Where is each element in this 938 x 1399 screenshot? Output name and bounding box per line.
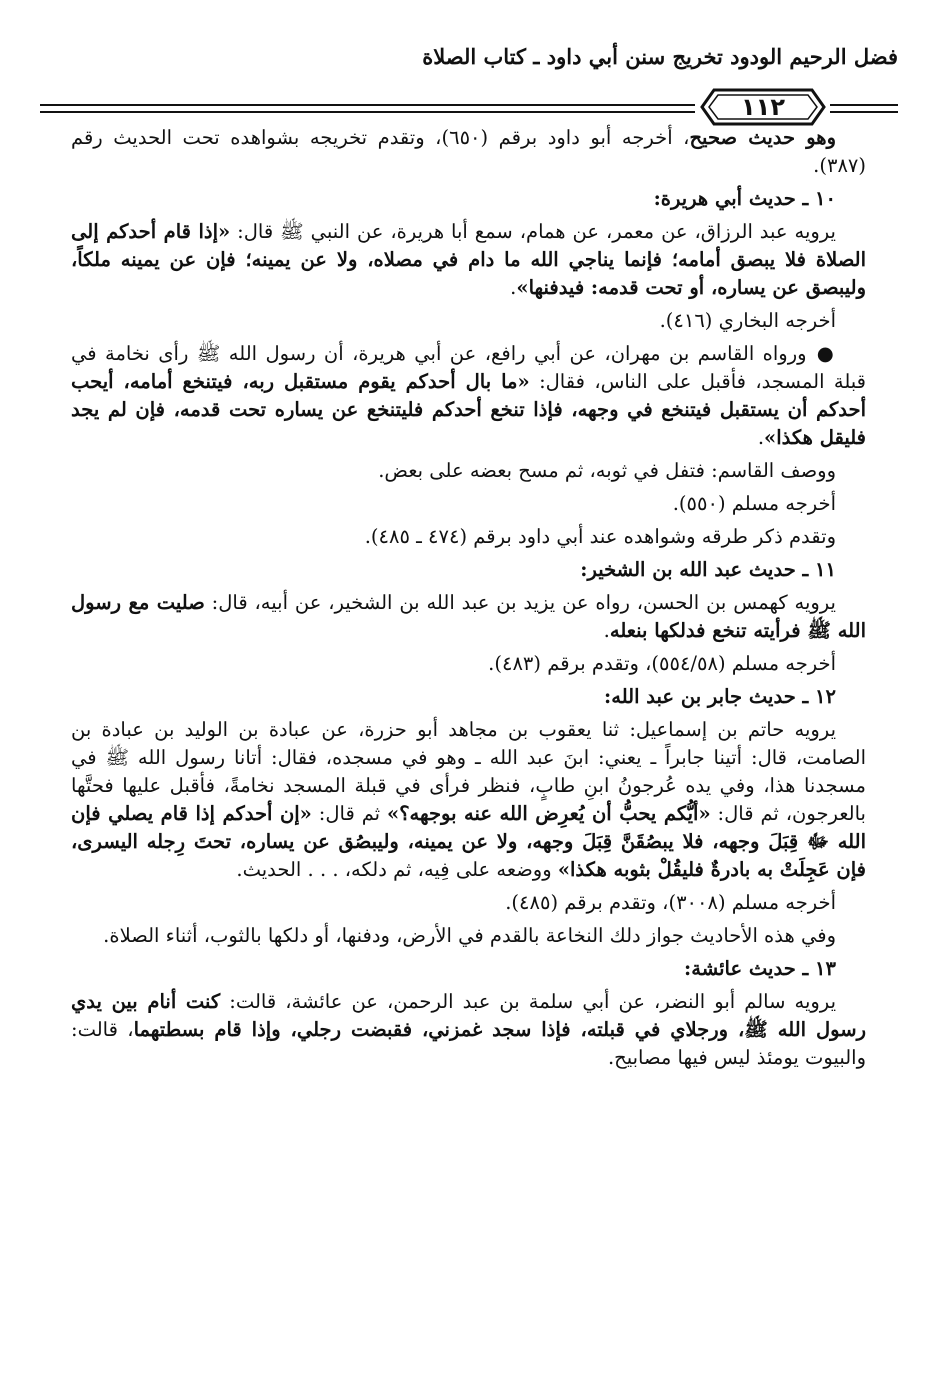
paragraph: أخرجه البخاري (٤١٦).: [659, 309, 836, 332]
paragraph: [71, 218, 866, 302]
section-heading: ١٢ ـ حديث جابر بن عبد الله:: [604, 685, 836, 708]
hadith-text: «أيُّكم يحبُّ أن يُعرِض الله عنه بوجهه؟»: [387, 802, 711, 825]
hadith-text: «إن أحدكم إذا قام يصلي فإن الله ﷻ قِبَلَ وجهه، فلا يبصُقَنَّ قِبَلَ وجهه، ولا عن يمينه، وليبصُق عن يساره، تحتَ رِجله اليسرى، فإن عَجِلَتْ به بادرةٌ فليقُلْ بثوبه هكذا»: [71, 802, 866, 881]
paragraph: [71, 589, 866, 645]
text: .: [757, 426, 765, 449]
bold-text: وهو حديث صحيح: [689, 126, 836, 149]
paragraph: أخرجه مسلم (٥٥٠).: [672, 492, 836, 515]
page-header: [40, 36, 898, 122]
paragraph: [71, 716, 866, 884]
section-heading: ١٣ ـ حديث عائشة:: [684, 957, 836, 980]
hadith-text: صليت مع رسول الله ﷺ فرأيته تنخع فدلكها بنعله: [71, 591, 866, 642]
paragraph: [71, 988, 866, 1072]
section-heading: ١٠ ـ حديث أبي هريرة:: [653, 187, 836, 210]
hadith-text: «إذا قام أحدكم إلى الصلاة فلا يبصق أمامه؛ فإنما يناجي الله ما دام في مصلاه، ولا عن يمينه؛ فإن عن يمينه ملكاً، وليبصق عن يساره، أو تحت قدمه: فيدفنها»: [71, 220, 866, 299]
paragraph: [71, 340, 866, 452]
running-title: فضل الرحيم الودود تخريج سنن أبي داود ـ كتاب الصلاة: [422, 44, 898, 69]
page-body: [71, 124, 866, 1077]
paragraph: وفي هذه الأحاديث جواز دلك النخاعة بالقدم في الأرض، ودفنها، أو دلكها بالثوب، أثناء الصلاة.: [103, 924, 836, 947]
text: ، قالت: والبيوت يومئذ ليس فيها مصابيح.: [71, 1018, 866, 1069]
paragraph: [71, 124, 866, 180]
text: ، أخرجه أبو داود برقم (٦٥٠)، وتقدم تخريجه بشواهده تحت الحديث رقم (٣٨٧).: [71, 126, 866, 177]
header-rule: [40, 104, 695, 106]
text: ثم قال:: [311, 802, 388, 825]
paragraph: وتقدم ذكر طرقه وشواهده عند أبي داود برقم (٤٧٤ ـ ٤٨٥).: [364, 525, 836, 548]
hadith-text: «ما بال أحدكم يقوم مستقبل ربه، فيتنخع أمامه، أيحب أحدكم أن يستقبل فيتنخع في وجهه، فإذا تنخع أحدكم فليتنخع عن يساره تحت قدمه، فإن لم يجد فليقل هكذا»: [71, 370, 866, 449]
text: يرويه سالم أبو النضر، عن أبي سلمة بن عبد الرحمن، عن عائشة، قالت:: [220, 990, 836, 1013]
header-rule: [830, 111, 898, 113]
bullet-icon: ●: [816, 342, 837, 365]
text: يرويه عبد الرزاق، عن معمر، عن همام، سمع أبا هريرة، عن النبي ﷺ قال:: [230, 220, 836, 243]
page-number-badge: [700, 86, 826, 128]
text: يرويه حاتم بن إسماعيل: ثنا يعقوب بن مجاهد أبو حزرة، عن عبادة بن الوليد بن عبادة بن الصامت، قال: أتينا جابراً ـ يعني: ابنَ عبد الله ـ وهو في مسجده، فقال: أتانا رسول الله ﷺ في مسجدنا هذا، وفي يده عُرجونُ ابنِ طابٍ، فنظر فرأى في قبلة المسجد نخامةً، فأقبل عليها فحتَّها بالعرجون، ثم قال:: [71, 718, 866, 825]
text: .: [510, 276, 517, 299]
page-number: ١١٢: [741, 93, 785, 121]
text: ووضعه على فِيه، ثم دلكه، . . . الحديث.: [236, 858, 558, 881]
text: .: [603, 619, 610, 642]
section-heading: ١١ ـ حديث عبد الله بن الشخير:: [580, 558, 836, 581]
paragraph: أخرجه مسلم (٥٥٤/٥٨)، وتقدم برقم (٤٨٣).: [488, 652, 836, 675]
paragraph: ووصف القاسم: فتفل في ثوبه، ثم مسح بعضه على بعض.: [378, 459, 836, 482]
hadith-text: كنت أنام بين يدي رسول الله ﷺ، ورجلاي في قبلته، فإذا سجد غمزني، فقبضت رجلي، وإذا قام بسطتهما: [71, 990, 866, 1041]
header-rule: [830, 104, 898, 106]
header-rule: [40, 111, 695, 113]
paragraph: أخرجه مسلم (٣٠٠٨)، وتقدم برقم (٤٨٥).: [505, 891, 836, 914]
text: يرويه كهمس بن الحسن، رواه عن يزيد بن عبد الله بن الشخير، عن أبيه، قال:: [204, 591, 836, 614]
text: ورواه القاسم بن مهران، عن أبي رافع، عن أبي هريرة، أن رسول الله ﷺ رأى نخامة في قبلة المسجد، فأقبل على الناس، فقال:: [71, 342, 866, 393]
